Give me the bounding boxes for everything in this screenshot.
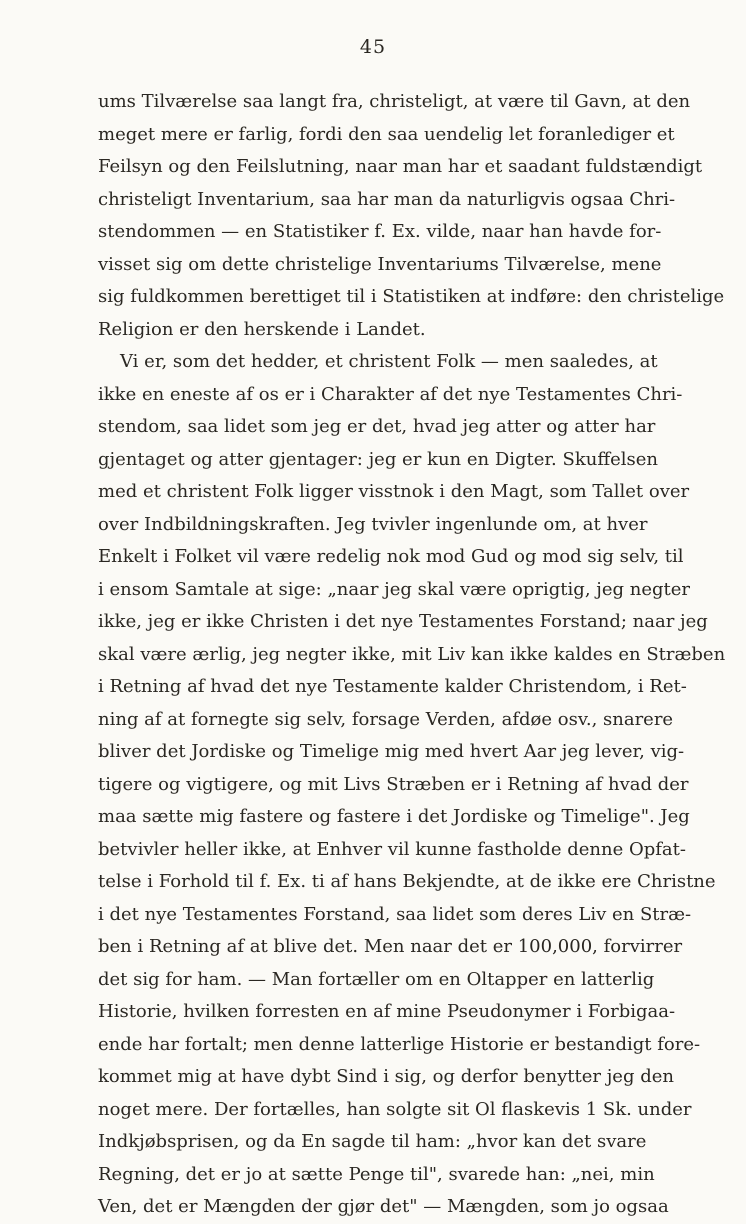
text-line: ende har fortalt; men denne latterlige Historie er bestandigt fore- bbox=[98, 1033, 701, 1055]
body-text bbox=[98, 86, 726, 1224]
text-line: gjentaget og atter gjentager: jeg er kun en Digter. Skuffelsen bbox=[98, 448, 658, 470]
text-line: Feilsyn og den Feilslutning, naar man har et saadant fuldstændigt bbox=[98, 156, 703, 177]
text-line: Ven, det er Mængden der gjør det" — Mængden, som jo ogsaa bbox=[98, 1196, 669, 1217]
text-line: maa sætte mig fastere og fastere i det Jordiske og Timelige". Jeg bbox=[98, 806, 690, 827]
text-line: kommet mig at have dybt Sind i sig, og derfor benytter jeg den bbox=[98, 1066, 674, 1087]
text-line: stendommen — en Statistiker f. Ex. vilde, naar han havde for- bbox=[98, 221, 662, 242]
text-line: Enkelt i Folket vil være redelig nok mod Gud og mod sig selv, til bbox=[98, 546, 684, 567]
text-line: det sig for ham. — Man fortæller om en Oltapper en latterlig bbox=[98, 968, 655, 990]
text-line: Vi er, som det hedder, et christent Folk — men saaledes, at bbox=[120, 351, 658, 372]
text-line: ikke, jeg er ikke Christen i det nye Testamentes Forstand; naar jeg bbox=[98, 611, 708, 632]
text-line: Indkjøbsprisen, og da En sagde til ham: „hvor kan det svare bbox=[98, 1131, 647, 1152]
text-line: skal være ærlig, jeg negter ikke, mit Liv kan ikke kaldes en Stræben bbox=[98, 643, 726, 665]
text-line: i Retning af hvad det nye Testamente kalder Christendom, i Ret- bbox=[98, 676, 687, 697]
text-line: ikke en eneste af os er i Charakter af det nye Testamentes Chri- bbox=[98, 383, 683, 405]
text-line: sig fuldkommen berettiget til i Statistiken at indføre: den christelige bbox=[98, 286, 725, 307]
text-line: noget mere. Der fortælles, han solgte sit Ol flaskevis 1 Sk. under bbox=[98, 1098, 692, 1120]
text-line: meget mere er farlig, fordi den saa uendelig let foranlediger et bbox=[98, 123, 675, 145]
text-line: bliver det Jordiske og Timelige mig med hvert Aar jeg lever, vig- bbox=[98, 741, 685, 762]
text-line: i det nye Testamentes Forstand, saa lidet som deres Liv en Stræ- bbox=[98, 903, 692, 925]
text-line: ben i Retning af at blive det. Men naar det er 100,000, forvirrer bbox=[98, 936, 683, 957]
text-line: Religion er den herskende i Landet. bbox=[98, 318, 426, 340]
text-line: tigere og vigtigere, og mit Livs Stræben er i Retning af hvad der bbox=[98, 773, 689, 795]
text-line: betvivler heller ikke, at Enhver vil kunne fastholde denne Opfat- bbox=[98, 838, 686, 860]
text-line: ums Tilværelse saa langt fra, christeligt, at være til Gavn, at den bbox=[98, 91, 691, 112]
text-line: visset sig om dette christelige Inventariums Tilværelse, mene bbox=[98, 253, 662, 275]
text-line: telse i Forhold til f. Ex. ti af hans Bekjendte, at de ikke ere Christne bbox=[98, 871, 716, 892]
text-line: stendom, saa lidet som jeg er det, hvad jeg atter og atter har bbox=[98, 416, 656, 437]
text-line: Regning, det er jo at sætte Penge til", svarede han: „nei, min bbox=[98, 1163, 655, 1185]
text-line: ning af at fornegte sig selv, forsage Verden, afdøe osv., snarere bbox=[98, 708, 674, 730]
text-line: med et christent Folk ligger visstnok i den Magt, som Tallet over bbox=[98, 481, 690, 502]
text-line: over Indbildningskraften. Jeg tvivler ingenlunde om, at hver bbox=[98, 513, 648, 535]
text-line: christeligt Inventarium, saa har man da naturligvis ogsaa Chri- bbox=[98, 188, 676, 210]
text-line: Historie, hvilken forresten en af mine Pseudonymer i Forbigaa- bbox=[98, 1001, 676, 1022]
page-number: 45 bbox=[359, 36, 387, 58]
text-line: i ensom Samtale at sige: „naar jeg skal være oprigtig, jeg negter bbox=[98, 578, 690, 600]
